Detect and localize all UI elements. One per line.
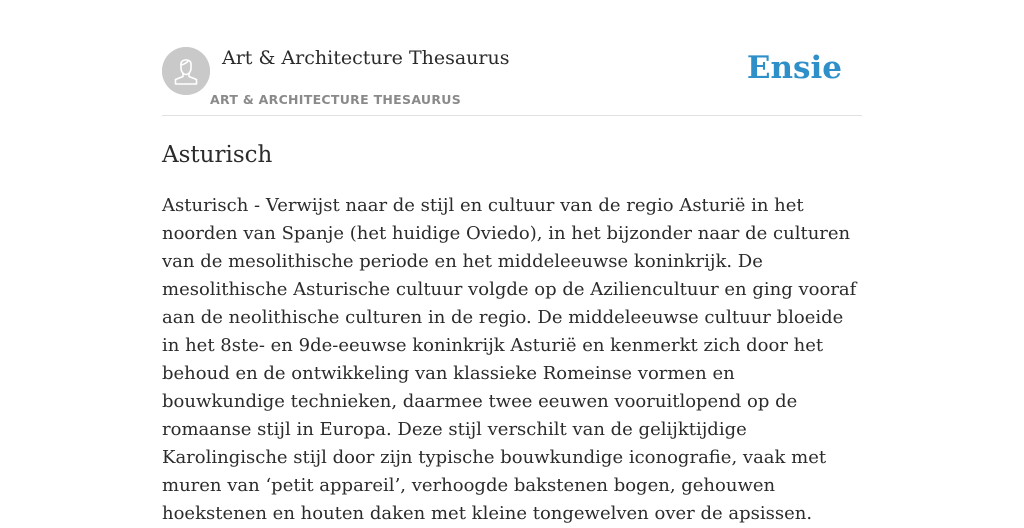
user-icon [162,47,210,95]
brand-logo[interactable]: Ensie [746,50,842,86]
page-title: Asturisch [162,142,273,168]
avatar[interactable] [162,47,210,95]
author-subtitle[interactable]: ART & ARCHITECTURE THESAURUS [210,92,462,107]
header [162,0,862,116]
author-name[interactable]: Art & Architecture Thesaurus [222,47,510,69]
page [162,0,862,524]
article-body: Asturisch - Verwijst naar de stijl en cultuur van de regio Asturië in het noorden van Spanje (het huidige Oviedo), in het bijzonder naar de culturen van de mesolithische periode en het middeleeuwse koninkrijk. De mesolithische Asturische cultuur volgde op de Aziliencultuur en ging vooraf aan de neolithische culturen in de regio. De middeleeuwse cultuur bloeide in het 8ste- en 9de-eeuwse koninkrijk Asturië en kenmerkt zich door het behoud en de ontwikkeling van klassieke Romeinse vormen en bouwkundige technieken, daarmee twee eeuwen vooruitlopend op de romaanse stijl in Europa. Deze stijl verschilt van de gelijktijdige Karolingische stijl door zijn typische bouwkundige iconografie, vaak met muren van ‘petit appareil’, verhoogde bakstenen bogen, gehouwen hoekstenen en houten daken met kleine tongewelven over de apsissen. [162,195,857,524]
